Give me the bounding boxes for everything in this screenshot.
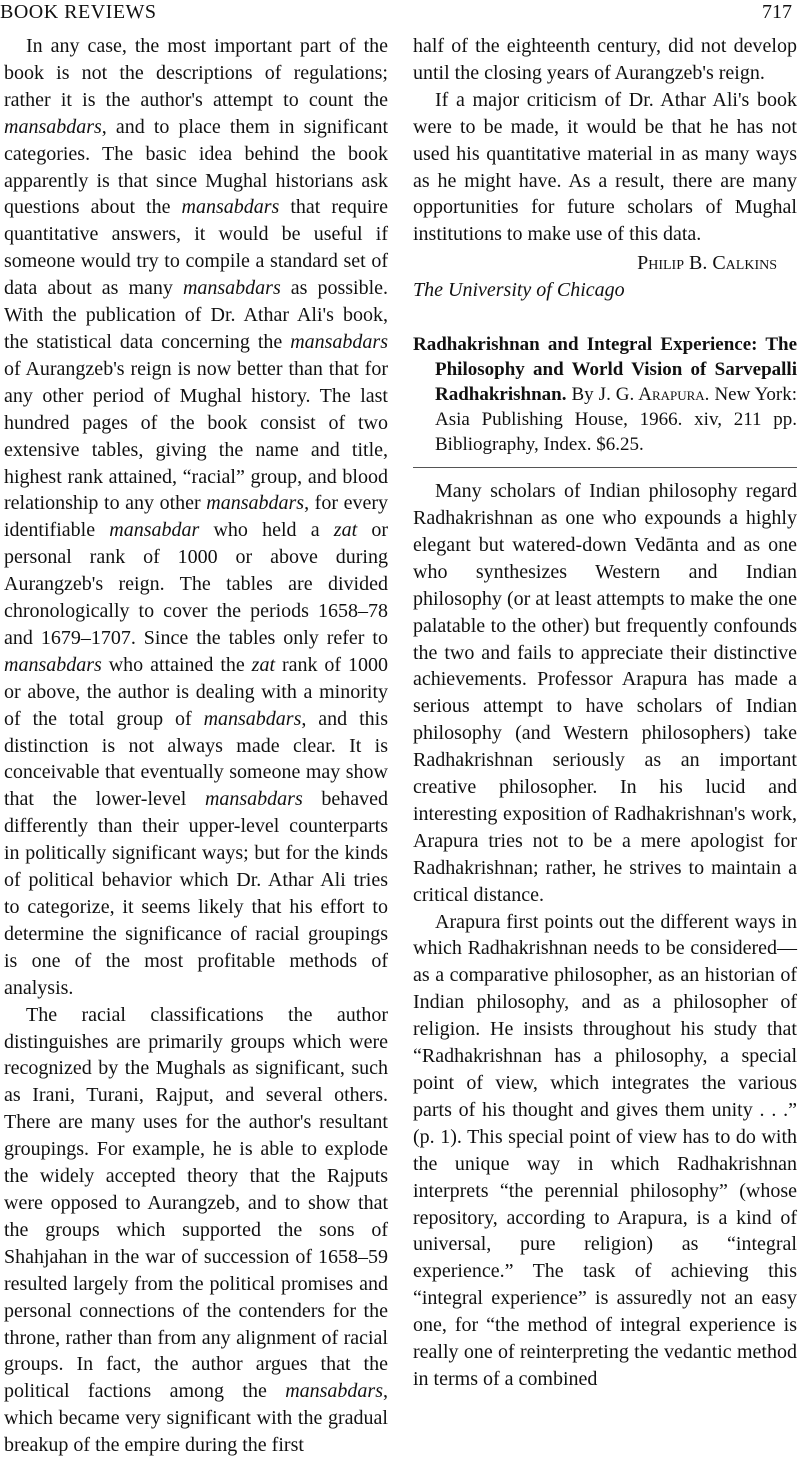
- reviewer-institution: The University of Chicago: [413, 279, 625, 302]
- paragraph-racial-classifications: The racial classifications the author distinguishes are primarily groups which were recognized by the Mughals as significant, such as Irani, Turani, Rajput, and several others. There are many uses for the author's resultant groupings. For example, he is able to explode the widely accepted theory that the Rajputs were opposed to Aurangzeb, and to show that the groups which supported the sons of Shahjahan in the war of succession of 1658–59 resulted largely from the political promises and personal connections of the contenders for the throne, rather than from any alignment of racial groups. In fact, the author argues that the political factions among the mansabdars, which became very significant with the gradual breakup of the empire during the first: [4, 1003, 388, 1457]
- heading-rule: [413, 467, 797, 468]
- review-heading: [413, 332, 797, 457]
- review-book-title: Radhakrishnan and Integral Experience: The Philosophy and World Vision of Sarvepalli Radhakrishnan.: [413, 334, 797, 406]
- page-number: 717: [762, 1, 792, 23]
- right-column: [413, 33, 797, 1393]
- paragraph-mansabdar-data: In any case, the most important part of the book is not the descriptions of regulations; rather it is the author's attempt to count the mansabdars, and to place them in significant categories. The basic idea behind the book apparently is that since Mughal historians ask questions about the mansabdars that require quantitative answers, it would be useful if someone would try to compile a standard set of data about as many mansabdars as possible. With the publication of Dr. Athar Ali's book, the statistical data concerning the mansabdars of Aurangzeb's reign is now better than that for any other period of Mughal history. The last hundred pages of the book consist of two extensive tables, giving the name and title, highest rank attained, “racial” group, and blood relationship to any other mansabdars, for every identifiable mansabdar who held a zat or personal rank of 1000 or above during Aurangzeb's reign. The tables are divided chronologically to cover the periods 1658–78 and 1679–1707. Since the tables only refer to mansabdars who attained the zat rank of 1000 or above, the author is dealing with a minority of the total group of mansabdars, and this distinction is not always made clear. It is conceivable that eventually someone may show that the lower-level mansabdars behaved differently than their upper-level counterparts in politically significant ways; but for the kinds of political behavior which Dr. Athar Ali tries to categorize, it seems likely that his effort to determine the significance of racial groupings is one of the most profitable methods of analysis.: [4, 35, 388, 999]
- left-column: [4, 33, 388, 1459]
- paragraph-continuation: half of the eighteenth century, did not develop until the closing years of Aurangzeb's reign.: [413, 35, 797, 84]
- paragraph-review-integral-experience: Arapura first points out the different ways in which Radhakrishnan needs to be considered—as a comparative philosopher, as an historian of Indian philosophy, and as a philosopher of religion. He insists throughout his study that “Radhakrishnan has a philosophy, a special point of view, which integrates the various parts of his thought and gives them unity . . .” (p. 1). This special point of view has to do with the unique way in which Radhakrishnan interprets “the perennial philosophy” (whose repository, according to Arapura, is a kind of universal, pure religion) as “integral experience.” The task of achieving this “integral experience” is assuredly not an easy one, for “the method of integral experience is really one of reinterpreting the vedantic method in terms of a combined: [413, 910, 797, 1390]
- reviewer-name: Philip B. Calkins: [637, 252, 777, 275]
- running-head: [0, 0, 792, 24]
- paragraph-review-intro: Many scholars of Indian philosophy regard Radhakrishnan as one who expounds a highly elegant but watered-down Vedānta and as one who synthesizes Western and Indian philosophy (or at least attempts to make the one palatable to the other) but frequently confounds the two and fails to appreciate their distinctive achievements. Professor Arapura has made a serious attempt to have scholars of Indian philosophy (and Western philosophers) take Radhakrishnan seriously as an important creative philosopher. In his lucid and interesting exposition of Radhakrishnan's work, Arapura tries not to be a mere apologist for Radhakrishnan; rather, he strives to maintain a critical distance.: [413, 480, 797, 906]
- paragraph-criticism: If a major criticism of Dr. Athar Ali's book were to be made, it would be that he has not used his quantitative material in as many ways as he might have. As a result, there are many opportunities for future scholars of Mughal institutions to make use of this data.: [413, 88, 797, 246]
- section-title: BOOK REVIEWS: [0, 1, 157, 23]
- review-publication-info: New York: Asia Publishing House, 1966. xiv, 211 pp. Bibliography, Index. $6.25.: [435, 384, 798, 456]
- review-by: By: [571, 384, 594, 406]
- review-book-author: J. G. Arapura.: [598, 384, 710, 406]
